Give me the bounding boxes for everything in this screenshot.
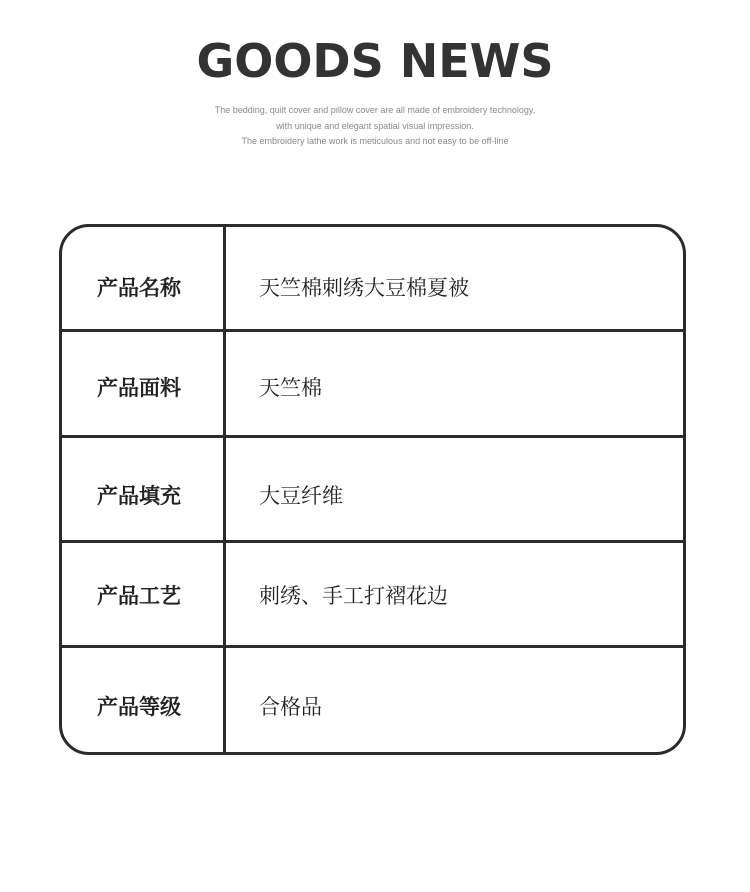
row-value-fabric: 天竺棉 bbox=[259, 376, 322, 400]
row-divider bbox=[62, 329, 683, 332]
row-label-grade: 产品等级 bbox=[97, 695, 181, 719]
row-label-craft: 产品工艺 bbox=[97, 584, 181, 608]
page-title: GOODS NEWS bbox=[196, 34, 554, 88]
row-value-filling: 大豆纤维 bbox=[259, 484, 343, 508]
row-divider bbox=[62, 645, 683, 648]
subtitle-line-1: The bedding, quilt cover and pillow cover are all made of embroidery technology, bbox=[214, 105, 536, 115]
subtitle-line-3: The embroidery lathe work is meticulous and not easy to be off-line bbox=[241, 136, 509, 146]
row-value-product-name: 天竺棉刺绣大豆棉夏被 bbox=[259, 276, 469, 300]
subtitle-line-2: with unique and elegant spatial visual impression. bbox=[276, 120, 474, 131]
row-divider bbox=[62, 435, 683, 438]
row-value-craft: 刺绣、手工打褶花边 bbox=[259, 584, 448, 608]
row-divider bbox=[62, 540, 683, 543]
row-label-product-name: 产品名称 bbox=[97, 276, 181, 300]
column-divider bbox=[223, 227, 226, 752]
row-label-fabric: 产品面料 bbox=[97, 376, 181, 400]
row-value-grade: 合格品 bbox=[259, 695, 322, 719]
row-label-filling: 产品填充 bbox=[97, 484, 181, 508]
spec-table bbox=[59, 224, 686, 755]
